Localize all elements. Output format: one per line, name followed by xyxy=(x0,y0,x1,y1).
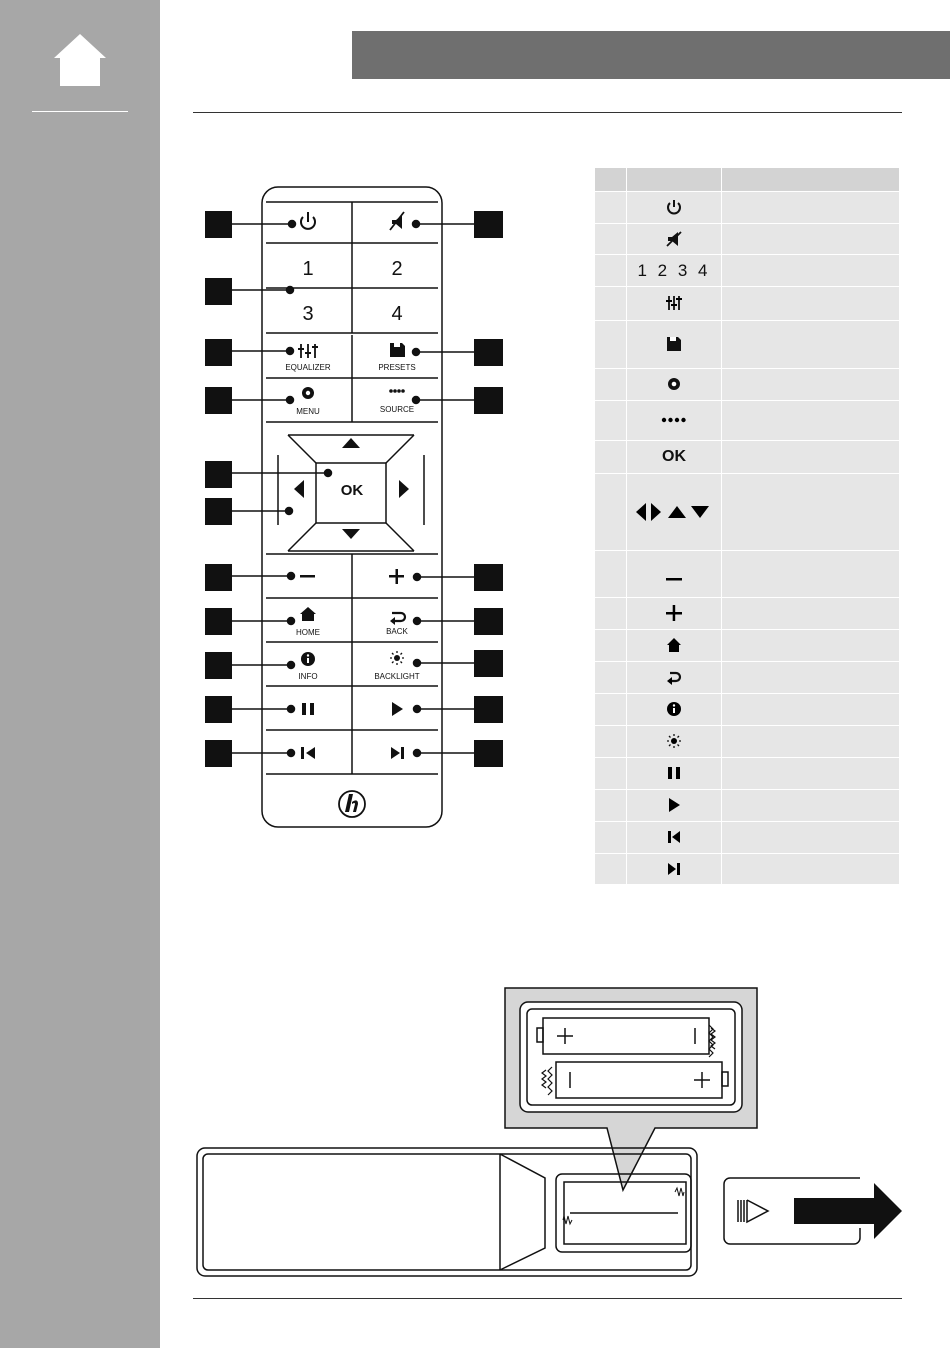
battery-diagram xyxy=(190,980,910,1280)
key-menu-label: MENU xyxy=(296,407,320,416)
presets-icon xyxy=(666,336,682,352)
table-row xyxy=(595,822,900,854)
key-info-label: INFO xyxy=(298,672,318,681)
gear-icon xyxy=(666,376,682,392)
plus-icon xyxy=(665,604,683,622)
table-row xyxy=(595,598,900,630)
table-header-row xyxy=(595,168,900,192)
table-row xyxy=(595,726,900,758)
mute-icon xyxy=(665,230,683,248)
table-row xyxy=(595,854,900,885)
key-2-label: 2 xyxy=(391,258,403,280)
table-row xyxy=(595,551,900,598)
back-icon xyxy=(666,669,682,685)
table-row xyxy=(595,287,900,321)
play-icon xyxy=(667,797,681,813)
key-4-label: 4 xyxy=(391,303,403,325)
table-row xyxy=(595,255,900,287)
number-keys: 1 2 3 4 xyxy=(637,260,711,280)
table-row xyxy=(595,369,900,401)
table-row xyxy=(595,790,900,822)
info-icon xyxy=(666,701,682,717)
key-home-label: HOME xyxy=(296,628,320,637)
title-bar xyxy=(352,31,950,79)
table-row xyxy=(595,401,900,441)
pause-icon xyxy=(667,766,681,780)
table-row xyxy=(595,758,900,790)
table-row xyxy=(595,662,900,694)
key-3-label: 3 xyxy=(302,303,314,325)
key-1-label: 1 xyxy=(302,258,314,280)
equalizer-icon xyxy=(665,294,683,312)
table-row xyxy=(595,321,900,369)
table-row xyxy=(595,474,900,551)
ok-text: OK xyxy=(662,448,686,465)
source-dots-icon xyxy=(661,416,687,424)
home-icon xyxy=(666,637,682,653)
power-icon xyxy=(665,198,683,216)
divider-bottom xyxy=(193,1298,902,1299)
key-presets-label: PRESETS xyxy=(378,363,416,372)
minus-icon xyxy=(665,570,683,588)
sidebar xyxy=(0,0,160,1348)
key-back-label: BACK xyxy=(386,627,408,636)
table-row xyxy=(595,630,900,662)
sidebar-divider xyxy=(32,111,128,112)
home-icon[interactable] xyxy=(50,30,110,90)
key-backlight-label: BACKLIGHT xyxy=(374,672,420,681)
prev-icon xyxy=(667,830,681,844)
next-icon xyxy=(667,862,681,876)
arrow-keys-icon xyxy=(635,501,713,523)
remote-diagram xyxy=(190,180,530,840)
table-row xyxy=(595,441,900,474)
table-row xyxy=(595,224,900,255)
table-row xyxy=(595,694,900,726)
key-legend-table xyxy=(594,167,900,885)
key-equalizer-label: EQUALIZER xyxy=(285,363,331,372)
table-row xyxy=(595,192,900,224)
backlight-icon xyxy=(666,733,682,749)
key-source-label: SOURCE xyxy=(379,405,415,414)
key-ok-label: OK xyxy=(340,482,364,499)
divider-top xyxy=(193,112,902,113)
